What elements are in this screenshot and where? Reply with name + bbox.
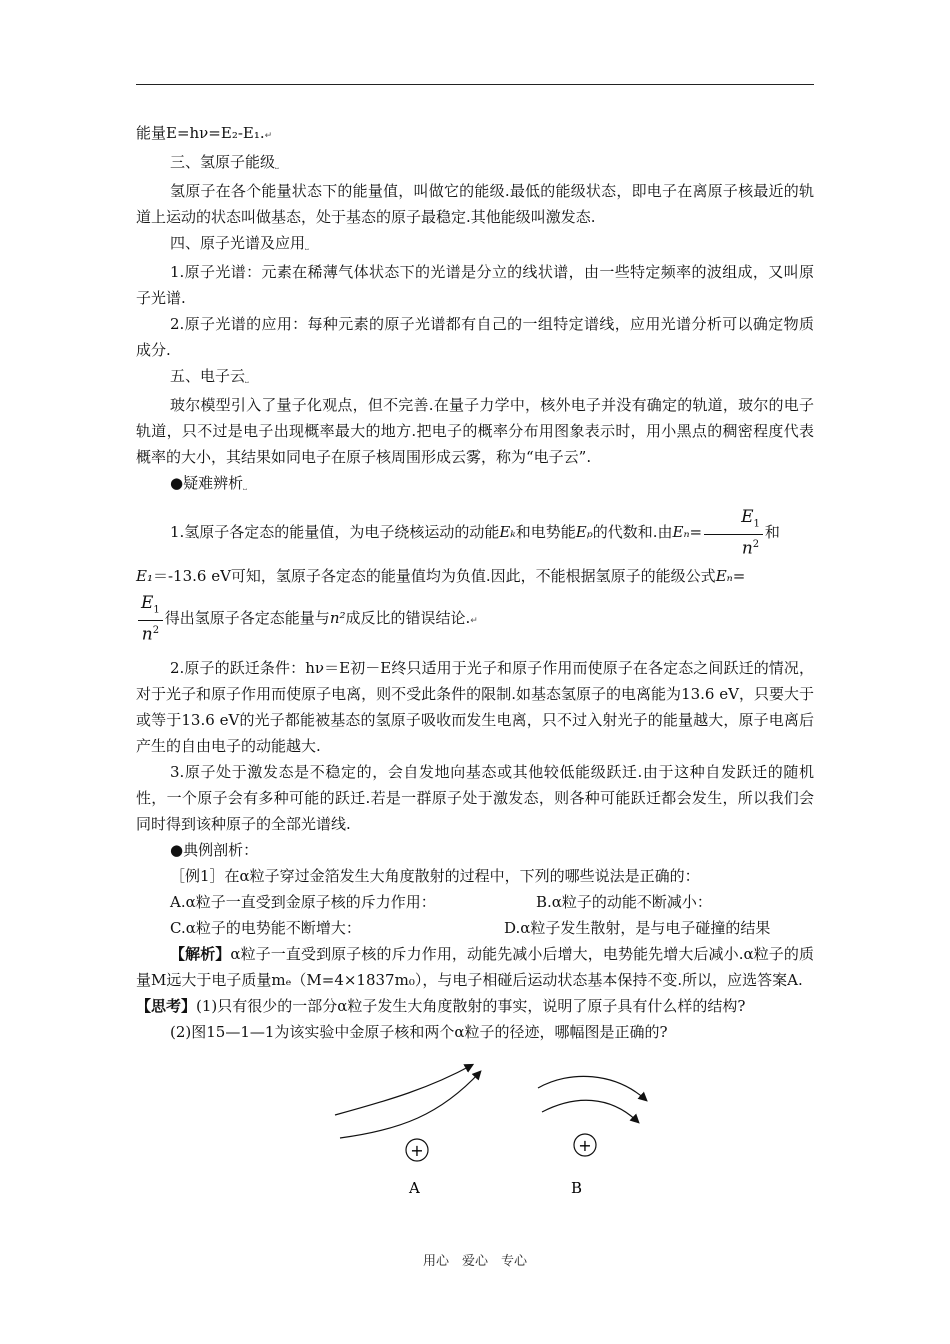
paragraph-energy-levels: 氢原子在各个能量状态下的能量值，叫做它的能级.最低的能级状态，即电子在离原子核最近的轨道上运动的状态叫做基态，处于基态的原子最稳定.其他能级叫激发态. — [136, 182, 814, 226]
section-heading-4: 四、原子光谱及应用⎵ — [170, 234, 308, 252]
option-d: D.α粒子发生散射，是与电子碰撞的结果 — [504, 919, 771, 938]
section-heading-examples: ●典例剖析： — [170, 841, 259, 860]
paragraph-atomic-spectrum: 1.原子光谱：元素在稀薄气体状态下的光谱是分立的线状谱，由一些特定频率的波组成，又叫原子光谱. — [136, 263, 814, 307]
figure-alpha-trajectories — [320, 1060, 660, 1210]
option-b: B.α粒子的动能不断减小： — [536, 893, 712, 912]
difficulty-3: 3.原子处于激发态是不稳定的，会自发地向基态或其他较低能级跃迁.由于这种自发跃迁的随机性，一个原子会有多种可能的跃迁.若是一群原子处于激发态，则各种可能跃迁都会发生，所以我们会同时得到该种原子的全部光谱线. — [136, 763, 814, 834]
option-a: A.α粒子一直受到金原子核的斥力作用： — [170, 893, 436, 912]
solution: 【解析】α粒子一直受到原子核的斥力作用，动能先减小后增大，电势能先增大后减小.α粒子的质量M远大于电子质量mₑ（M=4×1837m₀），与电子相碰后运动状态基本保持不变.所以，应选答案A. — [136, 945, 814, 990]
section-heading-5: 五、电子云⎵ — [170, 367, 248, 385]
document-body — [136, 120, 814, 1045]
options-row-2 — [136, 915, 814, 941]
trajectory-b-2 — [542, 1100, 638, 1122]
trajectory-a-1 — [335, 1065, 472, 1115]
fraction-e1-over-n2: $\frac{E_1}{n^2}$ — [704, 507, 763, 559]
difficulty-2: 2.原子的跃迁条件：hν＝E初－E终只适用于光子和原子作用而使原子在各定态之间跃迁的情况，对于光子和原子作用而使原子电离，则不受此条件的限制.如基态氢原子的电离能为13.6 eV，只要大于或等于13.6 eV的光子都能被基态的氢原子吸收而发生电离，只不过入射光子的能量越大，原子电离后产生的自由电子的动能越大. — [136, 659, 814, 756]
trajectory-b-1 — [538, 1076, 646, 1100]
trajectory-a-2 — [340, 1072, 480, 1138]
options-row-1 — [136, 889, 814, 915]
fraction-e1-over-n2-second: $\frac{E_1}{n^2}$ — [138, 593, 163, 645]
think-2: (2)图15—1—1为该实验中金原子核和两个α粒子的径迹，哪幅图是正确的? — [170, 1023, 668, 1042]
figure-panel-a — [335, 1065, 480, 1197]
page-footer: 用心 爱心 专心 — [422, 1254, 527, 1269]
figure-panel-b — [538, 1076, 646, 1197]
nucleus-b-plus: + — [578, 1136, 592, 1155]
label-b: B — [571, 1179, 583, 1197]
paragraph-electron-cloud: 玻尔模型引入了量子化观点，但不完善.在量子力学中，核外电子并没有确定的轨道，玻尔的电子轨道，只不过是电子出现概率最大的地方.把电子的概率分布用图象表示时，用小黑点的稠密程度代表概率的大小，其结果如同电子在原子核周围形成云雾，称为“电子云”. — [136, 396, 814, 466]
difficulty-1: 1.氢原子各定态的能量值，为电子绕核运动的动能Eₖ和电势能Eₚ的代数和.由Eₙ= $\frac{E_1}{n^2}$ 和 E₁＝-13.6 eV可知，氢原子各定态的能量值均为负值.因此，不能根据氢原子的能级公式Eₙ= $\frac{E_1}{n^2}$ 得出氢原子各定态能量与n²成反比的错误结论.↵ — [136, 507, 780, 646]
header-rule — [136, 84, 814, 85]
section-heading-difficulties: ●疑难辨析⎵ — [170, 474, 246, 492]
label-a: A — [409, 1179, 420, 1197]
example-1-question: ［例1］在α粒子穿过金箔发生大角度散射的过程中，下列的哪些说法是正确的： — [170, 867, 700, 886]
paragraph-spectrum-application: 2.原子光谱的应用：每种元素的原子光谱都有自己的一组特定谱线，应用光谱分析可以确定物质成分. — [136, 315, 814, 359]
nucleus-a-plus: + — [410, 1141, 424, 1160]
energy-line: 能量E=hν=E₂-E₁.↵ — [136, 124, 272, 142]
think-1: 【思考】(1)只有很少的一部分α粒子发生大角度散射的事实，说明了原子具有什么样的结构? — [136, 997, 746, 1016]
option-c: C.α粒子的电势能不断增大： — [170, 919, 361, 938]
section-heading-3: 三、氢原子能级⎵ — [170, 153, 278, 171]
